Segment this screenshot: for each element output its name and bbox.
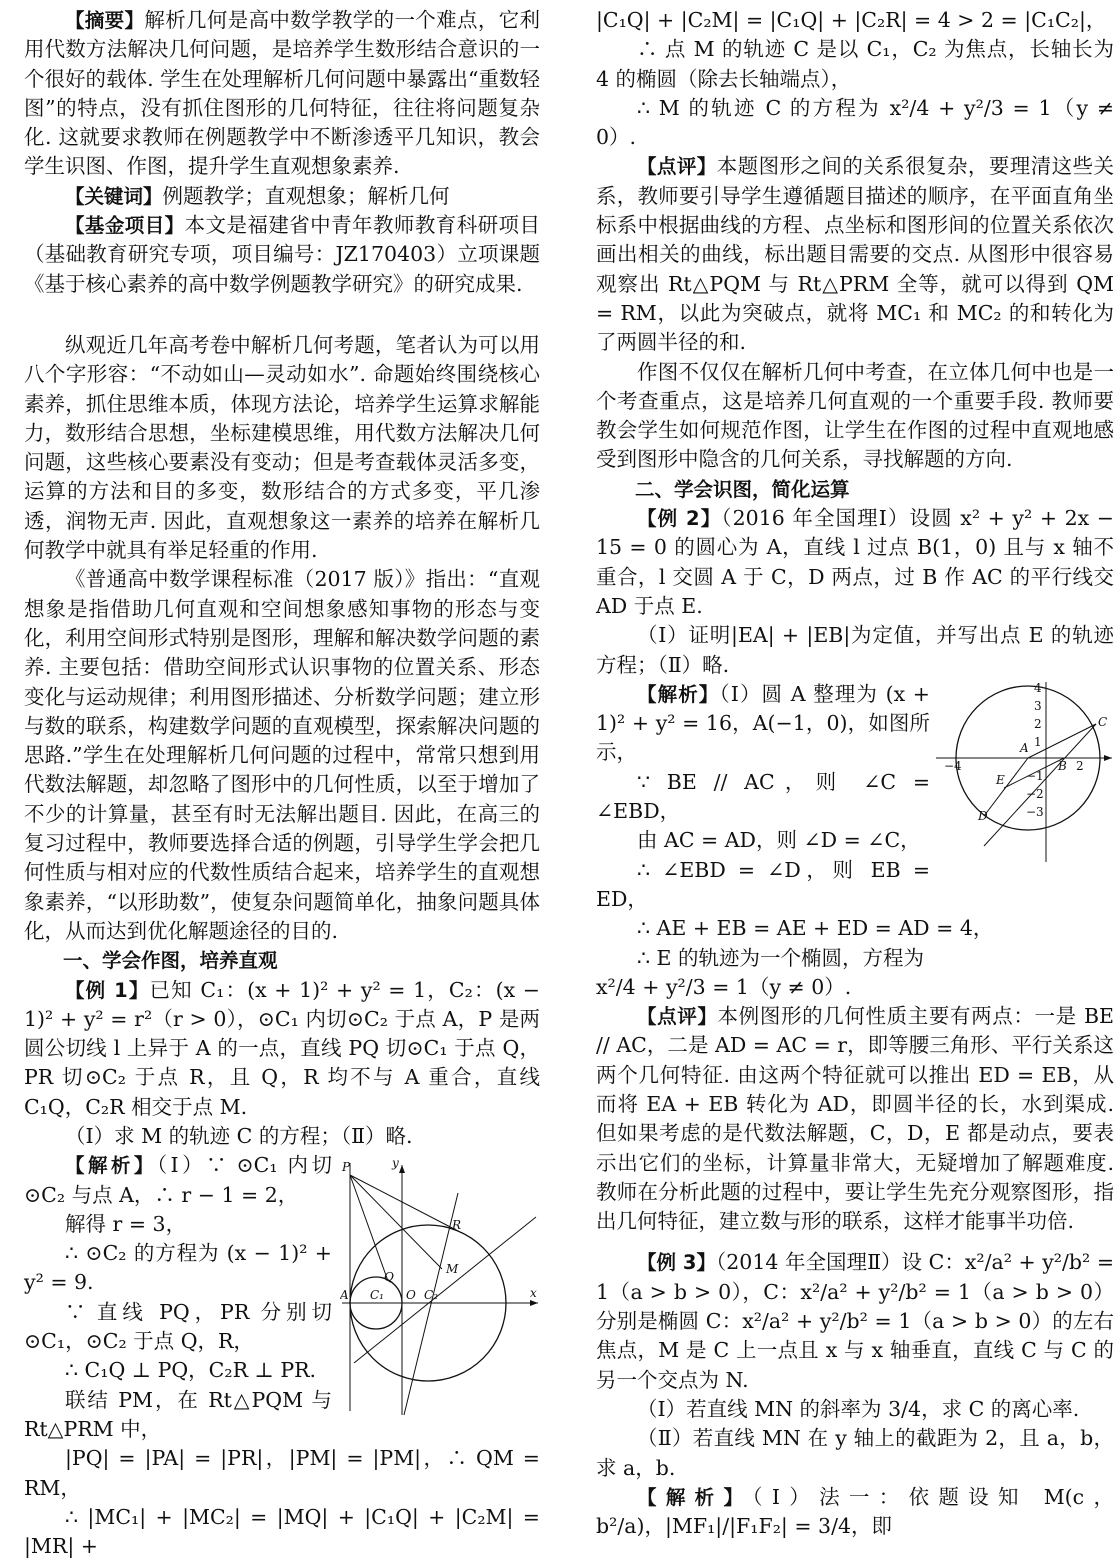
- tick-y1: 1: [1034, 734, 1042, 749]
- label-c2: C₂: [424, 1288, 438, 1303]
- solution-1-equation: ∴ M 的轨迹 C 的方程为 x²/4 + y²/3 = 1（y ≠ 0）.: [596, 95, 1114, 150]
- line-pq: [350, 1175, 388, 1281]
- label-p: P: [342, 1160, 351, 1175]
- line-pm: [350, 1175, 442, 1269]
- comment-1: [596, 152, 1114, 357]
- solution-1-line-g: |PQ| = |PA| = |PR|，|PM| = |PM|，∴ QM = RM，: [24, 1446, 540, 1500]
- label-o: O: [406, 1288, 416, 1303]
- example-1: [24, 976, 540, 1122]
- comment-1-text: 本题图形之间的关系很复杂，要理清这些关系，教师要引导学生遵循题目描述的顺序，在平面直角坐标系中根据曲线的方程、点坐标和图形间的位置关系依次画出相关的曲线，标出题目需要的交点. 从图形中很容易观察出 Rt△PQM 与 Rt△PRM 全等，就可以得到 QM = RM，以此为突破点，就将 MC₁ 和 MC₂ 的和转化为了两圆半径的和.: [596, 154, 1114, 355]
- example-3: [596, 1248, 1114, 1394]
- abstract-label: 【摘要】: [65, 9, 145, 32]
- tick-x2: 2: [1076, 758, 1084, 773]
- tick-neg4: −4: [944, 758, 962, 773]
- solution-3-label: 【解析】: [637, 1485, 753, 1509]
- solution-2-line-a: （Ⅰ）圆 A 整理为 (x + 1)² + y² = 16，A(−1，0)，如图所示，: [596, 681, 930, 765]
- right-column: [596, 6, 1114, 1541]
- solution-1-continued: |C₁Q| + |C₂M| = |C₁Q| + |C₂R| = 4 > 2 = |C₁C₂|，: [596, 8, 1107, 32]
- solution-1-line-d: ∵ 直线 PQ，PR 分别切⊙C₁，⊙C₂ 于点 Q，R，: [24, 1299, 332, 1354]
- comment-1-label: 【点评】: [637, 155, 717, 179]
- example-1-label: 【例 1】: [65, 978, 150, 1002]
- abstract: [24, 6, 540, 182]
- solution-2-equation: x²/4 + y²/3 = 1（y ≠ 0）.: [596, 974, 852, 999]
- keywords: [24, 182, 540, 211]
- standard-paragraph: 《普通高中数学课程标准（2017 版）》指出：“直观想象是指借助几何直观和空间想象感知事物的形态与变化，利用空间形式特别是图形，理解和解决数学问题的素养. 主要包括：借助空间形式认识事物的位置关系、形态变化与运动规律；利用图形描述、分析数学问题；建立形与数的联系，构建数学问题的直观模型，探索解决问题的思路.”学生在处理解析几何问题的过程中，常常只想到用代数法解题，却忽略了图形中的几何性质，以至于增加了不少的计算量，甚至有时无法解出题目. 因此，在高三的复习过程中，教师要选择合适的例题，引导学生学会把几何性质与相对应的代数性质结合起来，培养学生的直观想象素养，“以形助数”，使复杂问题简单化，抽象问题具体化，从而达到优化解题途径的目的.: [24, 567, 540, 943]
- solution-2-line-c: 由 AC = AD，则 ∠D = ∠C，: [637, 828, 921, 853]
- solution-1-conclusion: ∴ 点 M 的轨迹 C 是以 C₁，C₂ 为焦点，长轴长为 4 的椭圆（除去长轴端点），: [596, 37, 1114, 91]
- solution-1-label: 【解析】: [65, 1154, 157, 1178]
- example-3-question-1: （Ⅰ）若直线 MN 的斜率为 3/4，求 C 的离心率.: [637, 1396, 1080, 1421]
- example-2: [596, 504, 1114, 621]
- fig2-label-d: D: [978, 808, 988, 823]
- figure-tangent-circles: [340, 1153, 540, 1423]
- label-x: x: [530, 1286, 537, 1301]
- fund-text: 本文是福建省中青年教师教育科研项目（基础教育研究专项，项目编号：JZ170403）立项课题《基于核心素养的高中数学例题教学研究》的研究成果.: [24, 213, 540, 296]
- spacer-2: [596, 1236, 1114, 1248]
- solution-1-line-f: 联结 PM，在 Rt△PQM 与 Rt△PRM 中，: [24, 1387, 332, 1441]
- example-2-text: （2016 年全国理Ⅰ）设圆 x² + y² + 2x − 15 = 0 的圆心为 A，直线 l 过点 B(1，0) 且与 x 轴不重合，l 交圆 A 于 C，D 两点，过 B 作 AC 的平行线交 AD 于点 E.: [596, 506, 1114, 618]
- abstract-text: 解析几何是高中数学教学的一个难点，它利用代数方法解决几何问题，是培养学生数形结合意识的一个很好的载体. 学生在处理解析几何问题中暴露出“重数轻图”的特点，没有抓住图形的几何特征，往往将问题复杂化. 这就要求教师在例题教学中不断渗透平几知识，教会学生识图、作图，提升学生直观想象素养.: [24, 8, 540, 179]
- fig2-label-a: A: [1020, 740, 1029, 755]
- example-2-label: 【例 2】: [637, 507, 722, 531]
- section-heading-1: 一、学会作图，培养直观: [63, 949, 278, 973]
- example-3-label: 【例 3】: [637, 1251, 716, 1275]
- label-q: Q: [384, 1270, 394, 1285]
- solution-1-line-c: ∴ ⊙C₂ 的方程为 (x − 1)² + y² = 9.: [24, 1241, 332, 1295]
- tick-yneg3: −3: [1026, 804, 1044, 819]
- y-axis-arrow: [399, 1165, 405, 1173]
- tick-y4: 4: [1034, 680, 1042, 695]
- example-3-question-2: （Ⅱ）若直线 MN 在 y 轴上的截距为 2，且 a，b，求 a，b.: [596, 1426, 1114, 1480]
- line-pr: [350, 1175, 458, 1231]
- example-3-text: （2014 年全国理Ⅱ）设 C：x²/a² + y²/b² = 1（a > b > 0），C：x²/a² + y²/b² = 1（a > b > 0）分别是椭圆 C：x²/a² + y²/b² = 1（a > b > 0）的左右焦点，M 是 C 上一点且 x 与 x 轴垂直，直线 C 与 C 的另一个交点为 N.: [596, 1250, 1114, 1392]
- fund: [24, 211, 540, 299]
- fig2-label-b: B: [1058, 758, 1067, 773]
- solution-1-line-a: （Ⅰ）∵ ⊙C₁ 内切⊙C₂ 与点 A，∴ r − 1 = 2，: [24, 1153, 332, 1207]
- solution-2-line-b: ∵ BE // AC，则 ∠C = ∠EBD，: [596, 769, 930, 824]
- left-column: [24, 6, 540, 1561]
- label-a: A: [340, 1288, 349, 1303]
- tick-yneg1: −1: [1026, 768, 1044, 783]
- drawing-paragraph: 作图不仅仅在解析几何中考查，在立体几何中也是一个考查重点，这是培养几何直观的一个重要手段. 教师要教会学生如何规范作图，让学生在作图的过程中直观地感受到图形中隐含的几何关系，寻找解题的方向.: [596, 359, 1114, 472]
- label-m: M: [446, 1262, 459, 1277]
- solution-3-line-a: （Ⅰ）法一：依题设知 M(c，b²/a)，|MF₁|/|F₁F₂| = 3/4，即: [596, 1484, 1114, 1539]
- tick-y3: 3: [1034, 698, 1042, 713]
- comment-2: [596, 1002, 1114, 1236]
- fund-label: 【基金项目】: [65, 214, 185, 238]
- label-y: y: [392, 1156, 399, 1171]
- label-r: R: [452, 1218, 462, 1233]
- tick-yneg2: −2: [1026, 786, 1044, 801]
- solution-2-line-d: ∴ ∠EBD = ∠D，则 EB = ED，: [596, 857, 930, 911]
- fig2-label-c: C: [1098, 714, 1108, 729]
- x-axis-arrow: [530, 1300, 538, 1306]
- example-2-question: （Ⅰ）证明|EA| + |EB|为定值，并写出点 E 的轨迹方程；（Ⅱ）略.: [596, 623, 1114, 677]
- label-c1: C₁: [370, 1288, 384, 1303]
- fig2-label-e: E: [996, 772, 1005, 787]
- solution-2-line-e: ∴ AE + EB = AE + ED = AD = 4，: [637, 916, 994, 941]
- x-axis-arrow-2: [1104, 755, 1112, 761]
- solution-1-line-h: ∴ |MC₁| + |MC₂| = |MQ| + |C₁Q| + |C₂M| = |MR| +: [24, 1504, 540, 1559]
- tick-y2: 2: [1034, 716, 1042, 731]
- solution-1-line-b: 解得 r = 3，: [65, 1211, 187, 1236]
- figure-circle-ellipse: [936, 680, 1114, 864]
- example-1-question: （Ⅰ）求 M 的轨迹 C 的方程；（Ⅱ）略.: [65, 1123, 413, 1148]
- solution-2-line-f: ∴ E 的轨迹为一个椭圆，方程为: [637, 945, 925, 970]
- solution-2-label: 【解析】: [637, 682, 720, 706]
- intro-paragraph: 纵观近几年高考卷中解析几何考题，笔者认为可以用八个字形容：“不动如山—灵动如水”. 命题始终围绕核心素养，抓住思维本质，体现方法论，培养学生运算求解能力，数形结合思想，坐标建模思维，用代数方法解决几何问题，这些核心要素没有变动；但是考查载体灵活多变，运算的方法和目的多变，数形结合的方式多变，平几渗透，润物无声. 因此，直观想象这一素养的培养在解析几何教学中就具有举足轻重的作用.: [24, 332, 540, 563]
- spacer: [24, 299, 540, 331]
- comment-2-label: 【点评】: [637, 1005, 718, 1029]
- solution-3: [596, 1483, 1114, 1542]
- comment-2-text: 本例图形的几何性质主要有两点：一是 BE // AC，二是 AD = AC = r，即等腰三角形、平行关系这两个几何特征. 由这两个特征就可以推出 ED = EB，从而将 EA + EB 转化为 AD，即圆半径的长，水到渠成. 但如果考虑的是代数法解题，C，D，E 都是动点，要表示出它们的坐标，计算量非常大，无疑增加了解题难度. 教师在分析此题的过程中，要让学生先充分观察图形，指出几何特征，建立数与形的联系，这样才能事半功倍.: [596, 1004, 1114, 1234]
- keywords-text: 例题教学；直观想象；解析几何: [162, 183, 450, 208]
- section-heading-2: 二、学会识图，简化运算: [635, 477, 850, 501]
- solution-1-line-e: ∴ C₁Q ⊥ PQ，C₂R ⊥ PR.: [65, 1358, 317, 1383]
- keywords-label: 【关键词】: [65, 184, 163, 208]
- example-1-text: 已知 C₁：(x + 1)² + y² = 1，C₂：(x − 1)² + y² = r²（r > 0），⊙C₁ 内切⊙C₂ 于点 A，P 是两圆公切线 l 上异于 A 的一点，直线 PQ 切⊙C₁ 于点 Q，PR 切⊙C₂ 于点 R，且 Q，R 均不与 A 重合，直线 C₁Q，C₂R 相交于点 M.: [24, 977, 540, 1119]
